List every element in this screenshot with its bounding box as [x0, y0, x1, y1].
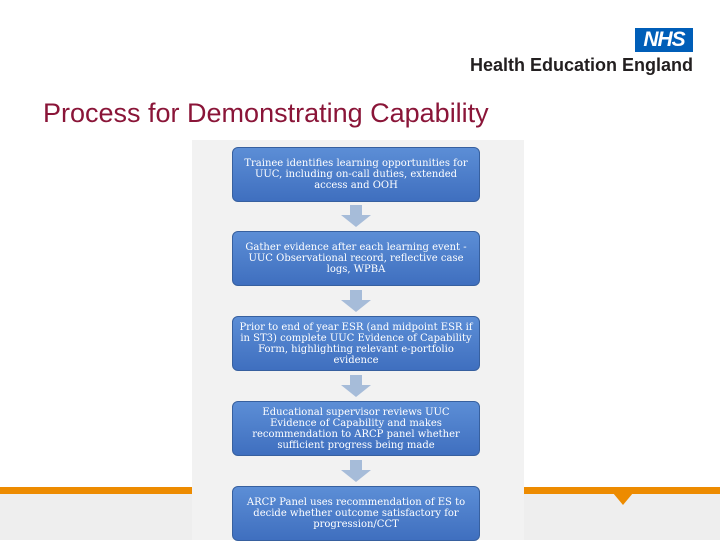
down-arrow-icon — [340, 460, 372, 482]
flow-step-identify-opportunities: Trainee identifies learning opportunities for UUC, including on-call duties, extended access and OOH — [232, 147, 480, 202]
down-arrow-icon — [340, 375, 372, 397]
footer-band-left — [0, 487, 192, 540]
footer-arrow-icon — [613, 493, 633, 505]
flow-step-gather-evidence: Gather evidence after each learning event - UUC Observational record, reflective case logs, WPBA — [232, 231, 480, 286]
down-arrow-icon — [340, 205, 372, 227]
flow-step-arcp-decision: ARCP Panel uses recommendation of ES to decide whether outcome satisfactory for progression/CCT — [232, 486, 480, 541]
flow-step-supervisor-review: Educational supervisor reviews UUC Evidence of Capability and makes recommendation to ARCP panel whether sufficient progress being made — [232, 401, 480, 456]
org-name: Health Education England — [469, 55, 693, 75]
nhs-badge: NHS — [635, 28, 693, 52]
process-flowchart — [192, 140, 524, 540]
hee-logo — [443, 28, 693, 78]
down-arrow-icon — [340, 290, 372, 312]
slide-title: Process for Demonstrating Capability — [43, 98, 489, 128]
flow-step-complete-form: Prior to end of year ESR (and midpoint ESR if in ST3) complete UUC Evidence of Capability Form, highlighting relevant e-portfolio evidence — [232, 316, 480, 371]
